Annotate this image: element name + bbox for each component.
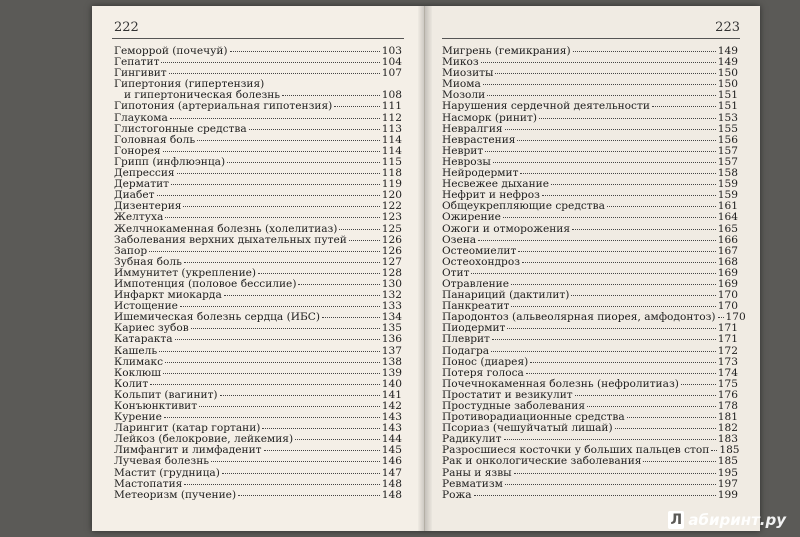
dot-leader: [184, 262, 380, 263]
dot-leader: [170, 118, 380, 119]
entry-title: Лимфангит и лимфаденит: [114, 444, 262, 457]
entry-page-number: 182: [717, 422, 738, 435]
entry-page-number: 108: [381, 89, 402, 102]
entry-page-number: 128: [381, 266, 402, 279]
dot-leader: [165, 362, 380, 363]
entry-title: Панкреатит: [442, 300, 510, 313]
entry-title: Гепатит: [114, 56, 160, 69]
entry-page-number: 146: [381, 455, 402, 468]
left-header-rule: [112, 38, 404, 39]
right-page-number: 223: [715, 20, 740, 35]
dot-leader: [481, 62, 716, 63]
entry-page-number: 139: [381, 366, 402, 379]
dot-leader: [262, 428, 379, 429]
entry-title: Головная боль: [114, 133, 196, 146]
index-entry: [442, 135, 738, 146]
entry-title: Лейкоз (белокровие, лейкемия): [114, 433, 294, 446]
index-entry: [442, 479, 738, 490]
dot-leader: [511, 306, 715, 307]
entry-page-number: 175: [717, 377, 738, 390]
dot-leader: [487, 95, 716, 96]
entry-title: Диабет: [114, 189, 155, 202]
left-page-number: 222: [114, 20, 139, 35]
entry-title: Импотенция (половое бессилие): [114, 277, 297, 290]
entry-title: Несвежее дыхание: [442, 178, 549, 191]
entry-page-number: 134: [381, 311, 402, 324]
entry-title: Пиодермит: [442, 322, 506, 335]
dot-leader: [238, 495, 380, 496]
dot-leader: [718, 317, 724, 318]
entry-page-number: 173: [717, 355, 738, 368]
entry-page-number: 168: [717, 255, 738, 268]
entry-title: Нарушения сердечной деятельности: [442, 100, 650, 113]
index-entry: [114, 235, 402, 246]
dot-leader: [607, 206, 716, 207]
index-entry: [114, 456, 402, 467]
entry-page-number: 140: [381, 377, 402, 390]
entry-title: Почечнокаменная болезнь (нефролитиаз): [442, 377, 679, 390]
entry-title: и гипертоническая болезнь: [124, 89, 281, 102]
entry-page-number: 159: [717, 178, 738, 191]
index-entry: [442, 79, 738, 90]
entry-title: Противорадиационные средства: [442, 411, 625, 424]
dot-leader: [180, 306, 380, 307]
dot-leader: [505, 484, 716, 485]
dot-leader: [298, 284, 379, 285]
dot-leader: [471, 273, 715, 274]
entry-title: Коклюш: [114, 366, 161, 379]
dot-leader: [627, 417, 716, 418]
dot-leader: [165, 217, 379, 218]
entry-title: Кашель: [114, 344, 158, 357]
entry-title: Катаракта: [114, 333, 173, 346]
entry-title: Озена: [442, 233, 477, 246]
entry-page-number: 113: [381, 122, 402, 135]
entry-page-number: 169: [717, 277, 738, 290]
entry-page-number: 172: [717, 344, 738, 357]
entry-title: Нейродермит: [442, 167, 519, 180]
entry-title: Грипп (инфлюэнца): [114, 155, 226, 168]
index-entry: [442, 257, 738, 268]
entry-title: Насморк (ринит): [442, 111, 537, 124]
entry-title: Геморрой (почечуй): [114, 45, 228, 57]
entry-page-number: 111: [381, 100, 402, 113]
entry-title: Плеврит: [442, 333, 490, 346]
index-entry: [114, 490, 402, 501]
watermark-text: абиринт.ру: [688, 511, 786, 529]
entry-title: Миозиты: [442, 67, 494, 80]
book-gutter: [418, 6, 432, 531]
index-entry: [114, 179, 402, 190]
dot-leader: [161, 62, 379, 63]
entry-title: Инфаркт миокарда: [114, 289, 222, 302]
dot-leader: [478, 240, 716, 241]
entry-title: Понос (диарея): [442, 355, 529, 368]
entry-title: Мозоли: [442, 89, 486, 102]
entry-page-number: 127: [381, 255, 402, 268]
entry-page-number: 158: [717, 167, 738, 180]
entry-title: Дерматит: [114, 178, 170, 191]
entry-title: Микоз: [442, 56, 479, 69]
index-entry: [442, 46, 738, 57]
index-entry: [442, 212, 738, 223]
right-header-rule: [442, 38, 740, 39]
entry-page-number: 135: [381, 322, 402, 335]
entry-page-number: 123: [381, 211, 402, 224]
entry-page-number: 125: [381, 222, 402, 235]
entry-title: Конъюнктивит: [114, 400, 198, 412]
dot-leader: [517, 140, 715, 141]
dot-leader: [157, 195, 380, 196]
entry-page-number: 195: [717, 466, 738, 479]
entry-title: Ожирение: [442, 211, 501, 224]
entry-page-number: 170: [725, 311, 746, 324]
entry-page-number: 130: [381, 277, 402, 290]
entry-page-number: 136: [381, 333, 402, 346]
entry-title: Кариес зубов: [114, 322, 189, 335]
entry-title: Климакс: [114, 355, 164, 368]
entry-title: Рак и онкологические заболевания: [442, 455, 642, 468]
dot-leader: [171, 184, 380, 185]
dot-leader: [539, 118, 716, 119]
entry-page-number: 197: [717, 477, 738, 490]
dot-leader: [511, 284, 716, 285]
entry-title: Невралгия: [442, 122, 503, 135]
entry-page-number: 164: [717, 211, 738, 224]
dot-leader: [575, 395, 716, 396]
entry-title: Мастопатия: [114, 477, 183, 490]
entry-page-number: 147: [381, 466, 402, 479]
entry-title: Панариций (дактилит): [442, 289, 570, 302]
entry-title: Отит: [442, 266, 470, 279]
entry-title: Миома: [442, 78, 481, 91]
entry-page-number: 149: [717, 45, 738, 57]
entry-title: Ларингит (катар гортани): [114, 422, 261, 435]
dot-leader: [322, 317, 380, 318]
entry-title: Метеоризм (пучение): [114, 488, 237, 501]
dot-leader: [224, 295, 380, 296]
entry-page-number: 166: [717, 233, 738, 246]
entry-title: Нефрит и нефроз: [442, 189, 540, 202]
entry-page-number: 171: [717, 333, 738, 346]
dot-leader: [681, 384, 716, 385]
entry-page-number: 167: [717, 244, 738, 257]
dot-leader: [199, 406, 380, 407]
right-page: [426, 6, 760, 531]
index-entry: [114, 368, 402, 379]
dot-leader: [505, 129, 716, 130]
dot-leader: [264, 450, 380, 451]
dot-leader: [504, 439, 716, 440]
dot-leader: [711, 450, 717, 451]
entry-page-number: 118: [381, 167, 402, 180]
entry-page-number: 178: [717, 400, 738, 412]
entry-title: Ожоги и отморожения: [442, 222, 571, 235]
entry-page-number: 104: [381, 56, 402, 69]
dot-leader: [573, 51, 716, 52]
entry-title: Истощение: [114, 300, 178, 313]
entry-title: Простатит и везикулит: [442, 388, 573, 401]
entry-title: Псориаз (чешуйчатый лишай): [442, 422, 613, 435]
dot-leader: [587, 406, 716, 407]
entry-title: Зубная боль: [114, 255, 182, 268]
dot-leader: [150, 384, 380, 385]
index-entry: [114, 113, 402, 124]
entry-page-number: 148: [381, 477, 402, 490]
index-entry: [442, 68, 738, 79]
entry-page-number: 149: [717, 56, 738, 69]
dot-leader: [159, 351, 380, 352]
index-entry: [442, 456, 738, 467]
entry-title: Потеря голоса: [442, 366, 524, 379]
dot-leader: [474, 495, 716, 496]
dot-leader: [485, 151, 716, 152]
dot-leader: [227, 162, 380, 163]
entry-title: Желтуха: [114, 211, 164, 224]
dot-leader: [211, 461, 380, 462]
watermark: [668, 511, 786, 529]
entry-page-number: 170: [717, 300, 738, 313]
entry-title: Неврастения: [442, 133, 516, 146]
entry-page-number: 148: [381, 488, 402, 501]
index-entry: [442, 101, 738, 112]
entry-title: Мастит (грудница): [114, 466, 220, 479]
labirint-logo-icon: Л: [668, 511, 684, 529]
dot-leader: [163, 151, 380, 152]
entry-page-number: 142: [381, 400, 402, 412]
entry-title: Простудные заболевания: [442, 400, 586, 412]
entry-page-number: 126: [381, 244, 402, 257]
entry-page-number: 122: [381, 200, 402, 213]
entry-title: Мигрень (гемикрания): [442, 45, 571, 57]
dot-leader: [282, 95, 380, 96]
entry-page-number: 114: [381, 144, 402, 157]
dot-leader: [571, 295, 715, 296]
entry-page-number: 119: [381, 178, 402, 191]
dot-leader: [334, 106, 380, 107]
index-entry: [442, 346, 738, 357]
entry-title: Разросшиеся косточки у больших пальцев стоп: [442, 444, 710, 457]
index-entry: [114, 212, 402, 223]
entry-title: Лучевая болезнь: [114, 455, 210, 468]
entry-page-number: 155: [717, 122, 738, 135]
dot-leader: [518, 251, 715, 252]
entry-title: Отравление: [442, 277, 509, 290]
dot-leader: [197, 140, 380, 141]
dot-leader: [258, 273, 380, 274]
dot-leader: [164, 417, 380, 418]
entry-title: Остеомиелит: [442, 244, 517, 257]
entry-title: Общеукрепляющие средства: [442, 200, 605, 213]
entry-title: Раны и язвы: [442, 466, 512, 479]
entry-page-number: 183: [717, 433, 738, 446]
index-entry: [114, 468, 402, 479]
entry-title: Курение: [114, 411, 162, 424]
dot-leader: [526, 373, 716, 374]
entry-page-number: 150: [717, 78, 738, 91]
index-entry: [114, 346, 402, 357]
entry-page-number: 133: [381, 300, 402, 313]
entry-page-number: 185: [717, 455, 738, 468]
entry-page-number: 126: [381, 233, 402, 246]
dot-leader: [149, 251, 380, 252]
entry-title: Ишемическая болезнь сердца (ИБС): [114, 311, 320, 324]
dot-leader: [483, 84, 716, 85]
dot-leader: [643, 461, 715, 462]
dot-leader: [492, 339, 716, 340]
dot-leader: [507, 328, 715, 329]
index-entry: [442, 113, 738, 124]
dot-leader: [551, 184, 716, 185]
dot-leader: [175, 339, 380, 340]
entry-title: Колит: [114, 377, 149, 390]
entry-title: Гипертония (гипертензия): [114, 78, 265, 91]
dot-leader: [295, 439, 380, 440]
entry-title: Желчнокаменная болезнь (холелитиаз): [114, 222, 338, 235]
entry-title: Подагра: [442, 344, 490, 357]
entry-title: Иммунитет (укрепление): [114, 266, 257, 279]
dot-leader: [530, 362, 716, 363]
entry-page-number: 176: [717, 388, 738, 401]
dot-leader: [349, 240, 380, 241]
entry-page-number: 137: [381, 344, 402, 357]
entry-page-number: 145: [381, 444, 402, 457]
entry-title: Заболевания верхних дыхательных путей: [114, 233, 347, 246]
entry-title: Глаукома: [114, 111, 168, 124]
entry-page-number: 103: [381, 45, 402, 57]
entry-page-number: 171: [717, 322, 738, 335]
entry-title: Дизентерия: [114, 200, 182, 213]
entry-title: Гингивит: [114, 67, 167, 80]
entry-page-number: 138: [381, 355, 402, 368]
entry-title: Ревматизм: [442, 477, 503, 490]
entry-title: Остеохондроз: [442, 255, 520, 268]
entry-title: Кольпит (вагинит): [114, 388, 218, 401]
entry-page-number: 143: [381, 422, 402, 435]
dot-leader: [495, 73, 715, 74]
entry-page-number: 157: [717, 155, 738, 168]
right-index-list: [442, 45, 746, 501]
entry-title: Глистогонные средства: [114, 122, 247, 135]
dot-leader: [522, 262, 716, 263]
dot-leader: [652, 106, 716, 107]
entry-page-number: 185: [719, 444, 740, 457]
entry-page-number: 107: [381, 67, 402, 80]
entry-page-number: 161: [717, 200, 738, 213]
dot-leader: [542, 195, 716, 196]
entry-title: Гонорея: [114, 144, 161, 157]
dot-leader: [191, 328, 380, 329]
dot-leader: [184, 484, 379, 485]
dot-leader: [572, 229, 716, 230]
entry-title: Гипотония (артериальная гипотензия): [114, 100, 333, 113]
entry-page-number: 153: [717, 111, 738, 124]
entry-page-number: 151: [717, 100, 738, 113]
entry-title: Запор: [114, 244, 148, 257]
dot-leader: [514, 473, 716, 474]
index-entry: [114, 101, 402, 112]
entry-page-number: 144: [381, 433, 402, 446]
dot-leader: [222, 473, 380, 474]
dot-leader: [183, 206, 379, 207]
entry-page-number: 132: [381, 289, 402, 302]
dot-leader: [503, 217, 716, 218]
entry-page-number: 141: [381, 388, 402, 401]
entry-page-number: 181: [717, 411, 738, 424]
entry-page-number: 112: [381, 111, 402, 124]
entry-title: Неврозы: [442, 155, 491, 168]
entry-page-number: 115: [381, 155, 402, 168]
dot-leader: [163, 373, 380, 374]
index-entry: [114, 224, 402, 235]
left-index-list: [114, 46, 402, 501]
dot-leader: [169, 73, 380, 74]
entry-page-number: 156: [717, 133, 738, 146]
entry-page-number: 150: [717, 67, 738, 80]
dot-leader: [220, 395, 380, 396]
entry-page-number: 174: [717, 366, 738, 379]
entry-title: Депрессия: [114, 167, 175, 180]
entry-page-number: 159: [717, 189, 738, 202]
entry-page-number: 143: [381, 411, 402, 424]
dot-leader: [249, 129, 380, 130]
dot-leader: [520, 173, 715, 174]
dot-leader: [491, 351, 716, 352]
entry-page-number: 157: [717, 144, 738, 157]
entry-page-number: 114: [381, 133, 402, 146]
entry-title: Неврит: [442, 144, 484, 157]
dot-leader: [177, 173, 380, 174]
entry-page-number: 151: [717, 89, 738, 102]
index-entry: [442, 468, 738, 479]
dot-leader: [493, 162, 716, 163]
index-entry: [114, 334, 402, 345]
entry-title: Рожа: [442, 488, 472, 501]
dot-leader: [615, 428, 716, 429]
index-entry: [442, 334, 738, 345]
entry-page-number: 169: [717, 266, 738, 279]
index-entry: [442, 490, 738, 501]
left-page: [92, 6, 425, 531]
index-entry: [442, 224, 738, 235]
entry-page-number: 170: [717, 289, 738, 302]
dot-leader: [230, 51, 380, 52]
entry-page-number: 199: [717, 488, 738, 501]
open-book: [92, 6, 760, 531]
dot-leader: [339, 229, 379, 230]
entry-title: Радикулит: [442, 433, 502, 446]
entry-title: Пародонтоз (альвеолярная пиорея, амфодонтоз): [442, 311, 716, 324]
entry-page-number: 120: [381, 189, 402, 202]
entry-page-number: 165: [717, 222, 738, 235]
